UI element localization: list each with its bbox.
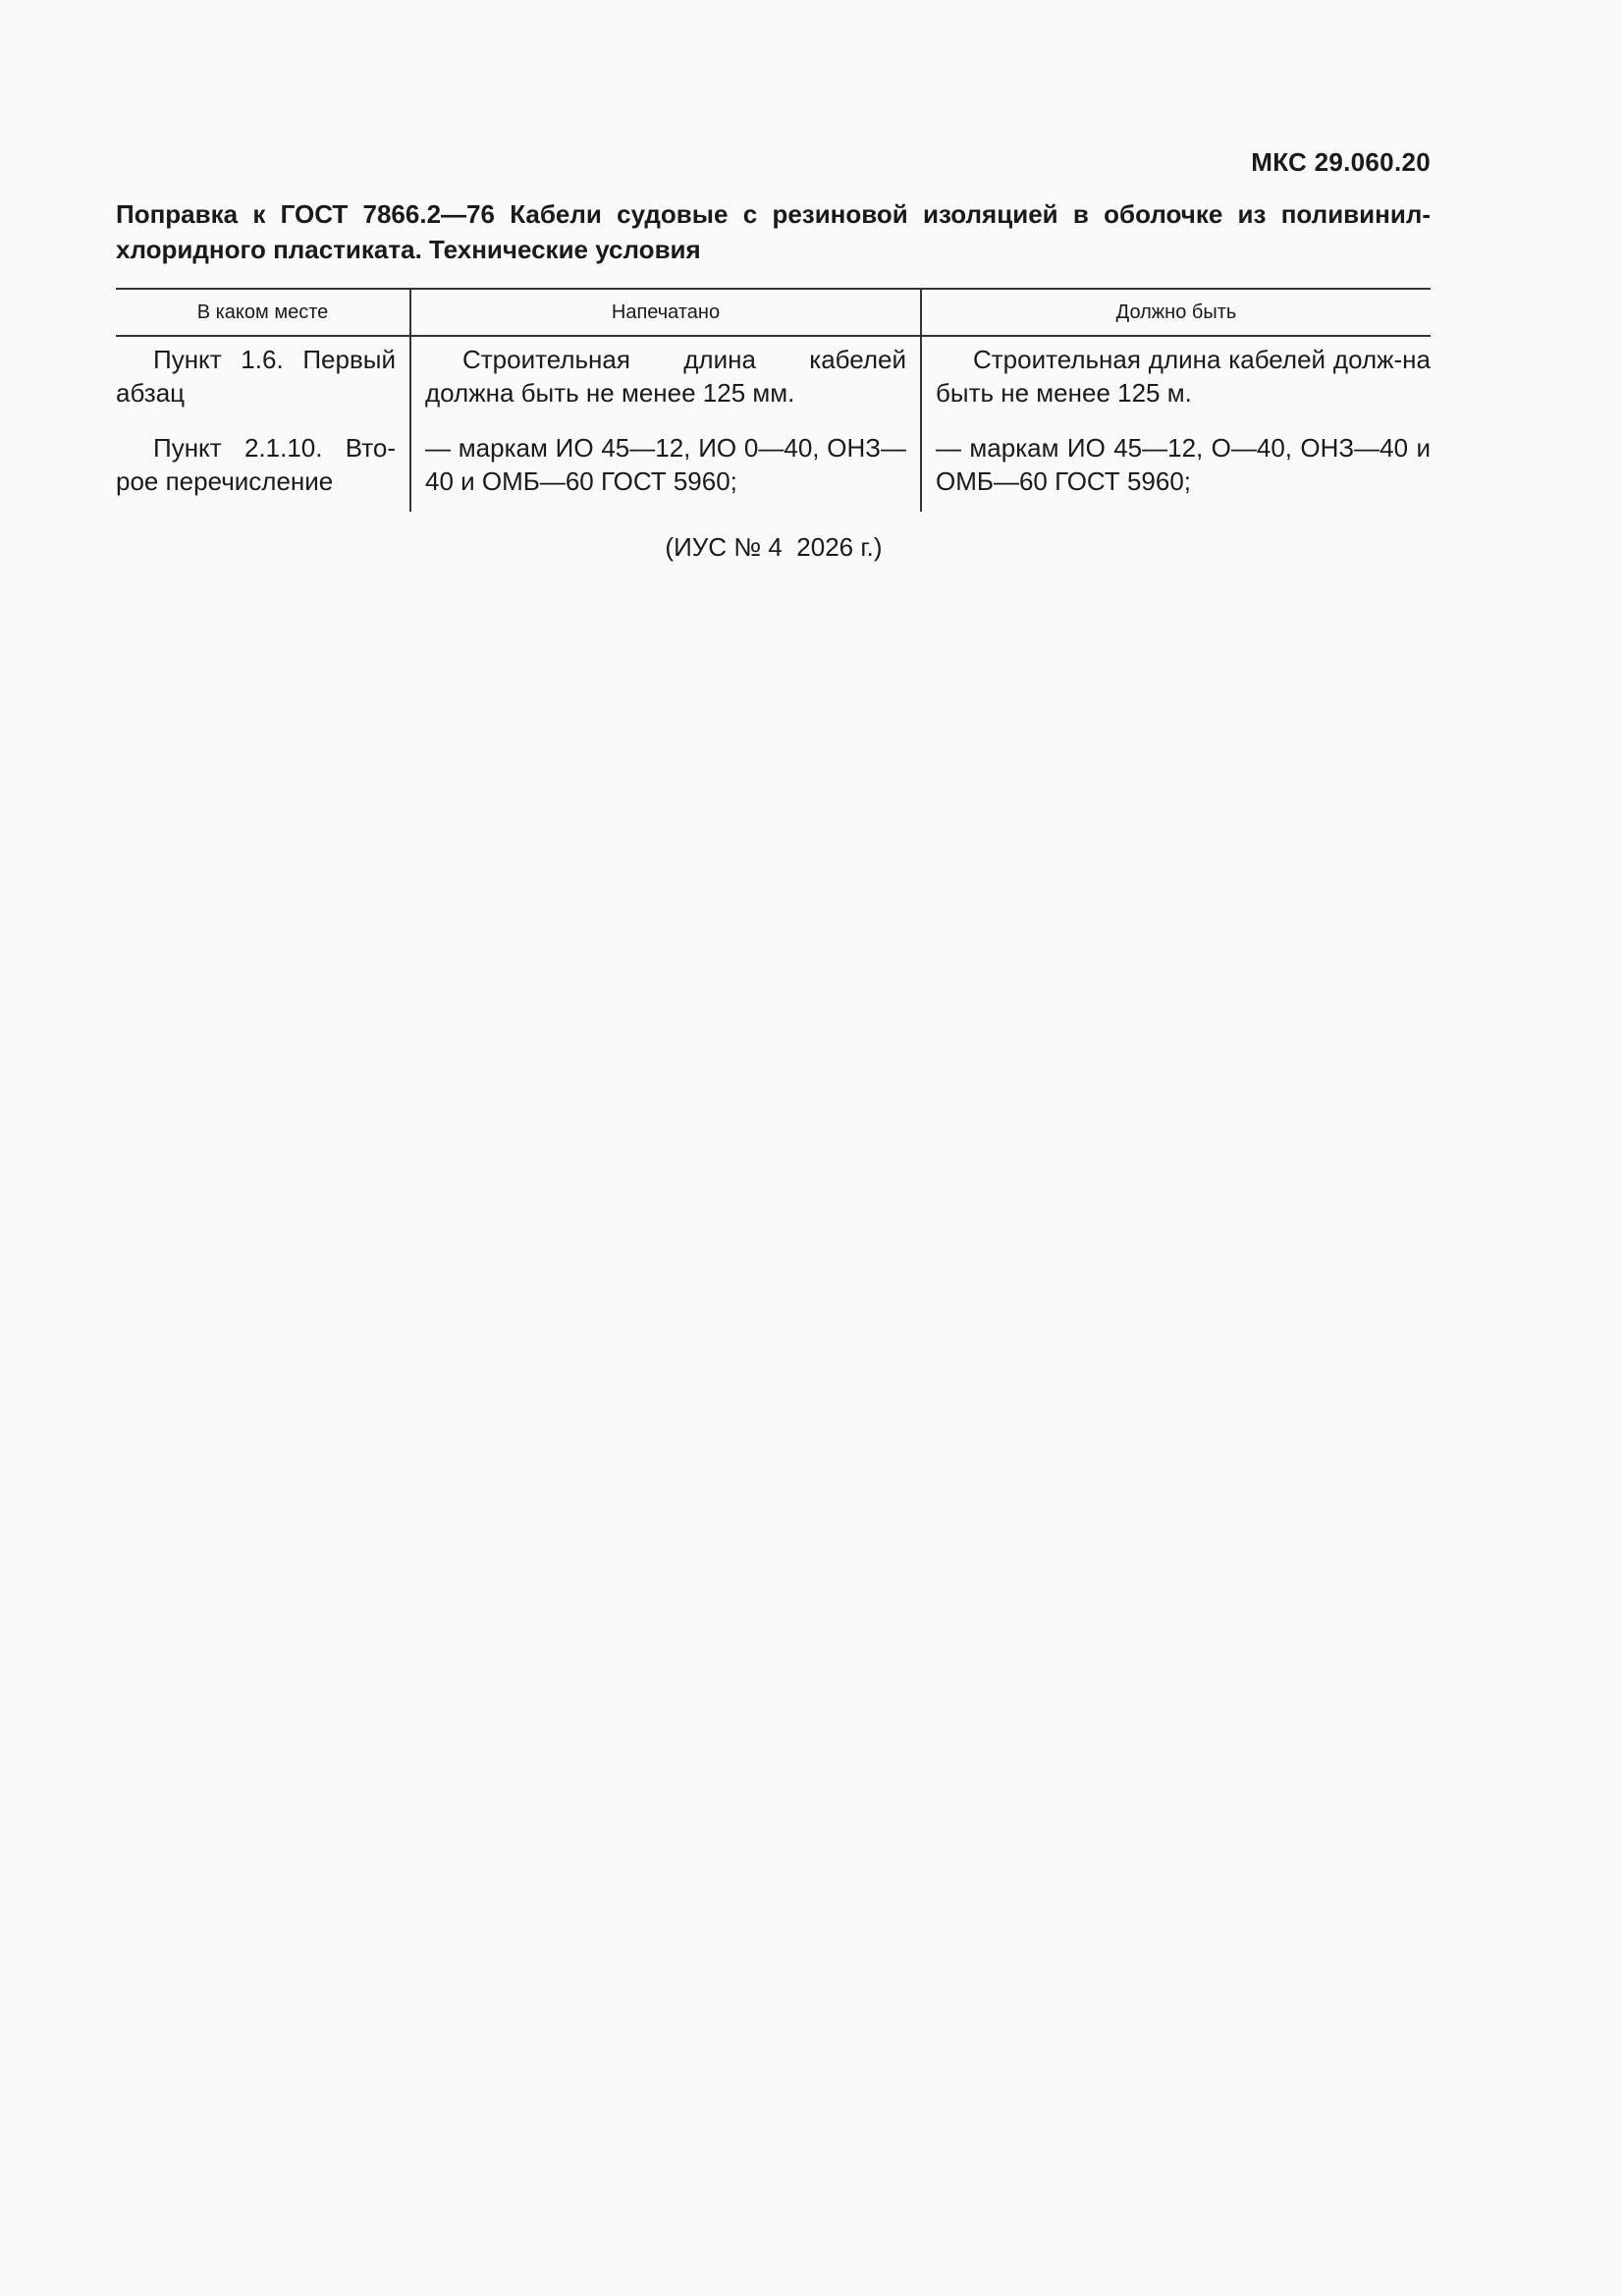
printed-text-cell: Строительная длина кабелей должна быть не менее 125 мм. xyxy=(410,336,921,423)
ius-issue-note: (ИУС № 4 2026 г.) xyxy=(665,532,883,562)
column-header-printed: Напечатано xyxy=(410,289,921,336)
column-header-location: В каком месте xyxy=(116,289,410,336)
location-cell: Пункт 2.1.10. Вто-рое перечисление xyxy=(116,433,396,496)
column-header-should-be: Должно быть xyxy=(921,289,1431,336)
table-header-row xyxy=(116,289,1431,336)
printed-text-cell: — маркам ИО 45—12, ИО 0—40, ОНЗ—40 и ОМБ—60 ГОСТ 5960; xyxy=(410,423,921,512)
corrections-table xyxy=(116,288,1431,512)
table-row xyxy=(116,423,1431,512)
corrected-text-cell: — маркам ИО 45—12, О—40, ОНЗ—40 и ОМБ—60 ГОСТ 5960; xyxy=(921,423,1431,512)
document-title: Поправка к ГОСТ 7866.2—76 Кабели судовые с резиновой изоляцией в оболочке из поливинил-хлоридного пластиката. Технические условия xyxy=(116,199,1431,264)
corrected-text-cell: Строительная длина кабелей долж-на быть не менее 125 м. xyxy=(921,336,1431,423)
location-cell: Пункт 1.6. Первый абзац xyxy=(116,345,396,408)
mks-classification-code: МКС 29.060.20 xyxy=(1251,147,1431,177)
table-row xyxy=(116,336,1431,423)
